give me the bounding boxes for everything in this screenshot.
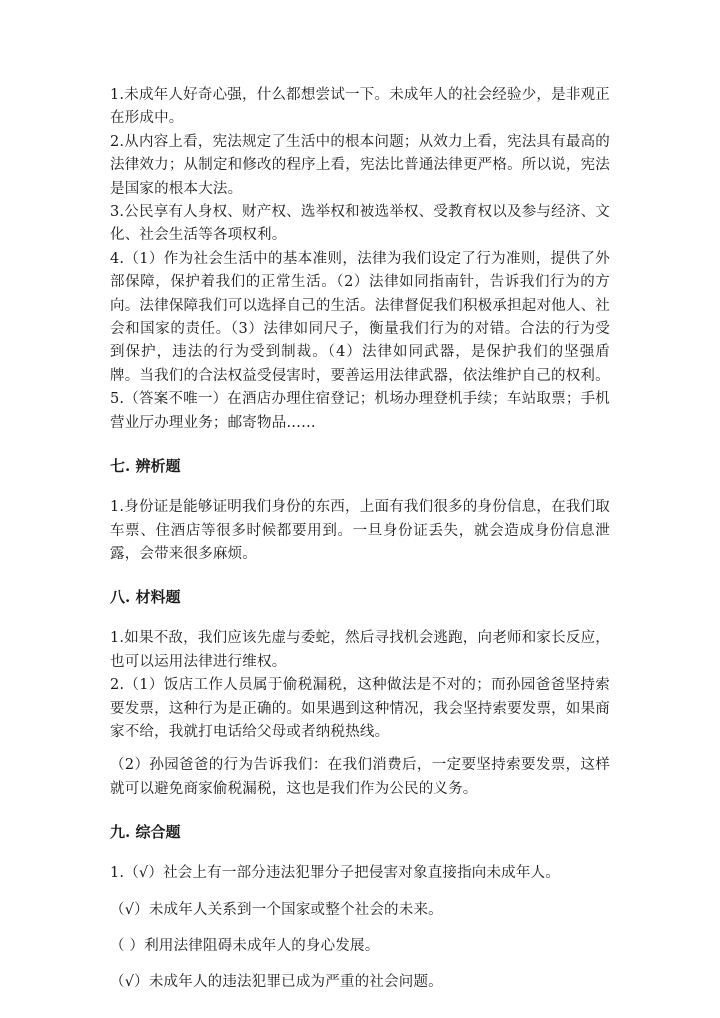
judgement-item: 1.（√）社会上有一部分违法犯罪分子把侵害对象直接指向未成年人。: [110, 865, 560, 882]
section-8-heading: 八. 材料题: [110, 588, 181, 607]
answer-paragraph: 1.未成年人好奇心强，什么都想尝试一下。未成年人的社会经验少，是非观正在形成中。: [110, 87, 610, 127]
answer-paragraph: 5.（答案不唯一）在酒店办理住宿登记；机场办理登机手续；车站取票；手机营业厅办理业务；邮寄物品……: [110, 391, 610, 431]
section-9-heading: 九. 综合题: [110, 823, 181, 842]
section-6-answers: [110, 84, 610, 435]
section-9-answers: [110, 862, 610, 995]
answer-paragraph: 1.如果不敌，我们应该先虚与委蛇，然后寻找机会逃跑，向老师和家长反应，也可以运用法律进行维权。: [110, 630, 610, 670]
answer-paragraph: 2.（1）饭店工作人员属于偷税漏税，这种做法是不对的；而孙园爸爸坚持索要发票，这种行为是正确的。如果遇到这种情况，我会坚持索要发票，如果商家不给，我就打电话给父母或者纳税热线。: [110, 677, 610, 740]
answer-paragraph: 3.公民享有人身权、财产权、选举权和被选举权、受教育权以及参与经济、文化、社会生活等各项权利。: [110, 204, 610, 244]
judgement-item: （√）未成年人的违法犯罪已成为严重的社会问题。: [110, 974, 443, 991]
section-7-answers: [110, 496, 610, 566]
answer-paragraph: 1.身份证是能够证明我们身份的东西，上面有我们很多的身份信息，在我们取车票、住酒店等很多时候都要用到。一旦身份证丢失，就会造成身份信息泄露，会带来很多麻烦。: [110, 499, 610, 562]
section-8-answers: [110, 627, 610, 801]
judgement-item: （ ）利用法律阻碍未成年人的身心发展。: [110, 937, 380, 954]
answer-paragraph: 2.从内容上看，宪法规定了生活中的根本问题；从效力上看，宪法具有最高的法律效力；从制定和修改的程序上看，宪法比普通法律更严格。所以说，宪法是国家的根本大法。: [110, 133, 610, 197]
answer-paragraph: 4.（1）作为社会生活中的基本准则，法律为我们设定了行为准则，提供了外部保障，保护着我们的正常生活。（2）法律如同指南针，告诉我们行为的方向。法律保障我们可以选择自己的生活。法律督促我们积极承担起对他人、社会和国家的责任。（3）法律如同尺子，衡量我们行为的对错。合法的行为受到保护，违法的行为受到制裁。（4）法律如同武器，是保护我们的坚强盾牌。当我们的合法权益受侵害时，要善运用法律武器，依法维护自己的权利。: [110, 250, 610, 384]
document-page: [110, 84, 610, 995]
section-7-heading: 七. 辨析题: [110, 457, 181, 476]
judgement-item: （√）未成年人关系到一个国家或整个社会的未来。: [110, 901, 443, 918]
answer-paragraph: （2）孙园爸爸的行为告诉我们：在我们消费后，一定要坚持索要发票，这样就可以避免商家偷税漏税，这也是我们作为公民的义务。: [110, 757, 610, 797]
